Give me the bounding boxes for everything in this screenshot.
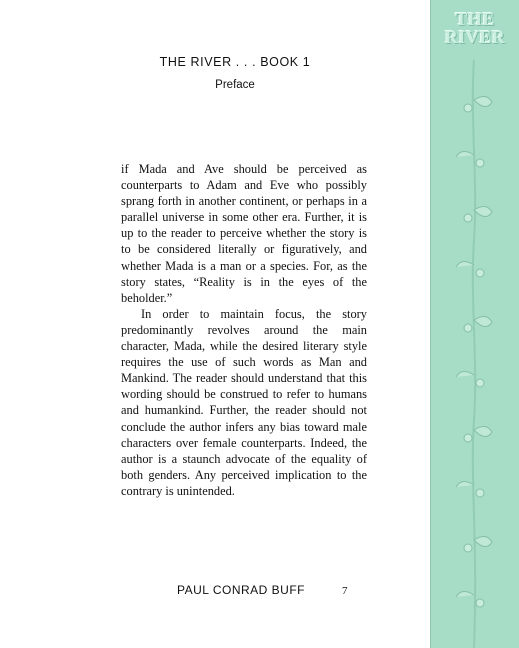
- logo-line-river: RIVER: [444, 27, 506, 47]
- logo-line-the: THE: [455, 9, 495, 29]
- leaf-icon: [456, 151, 474, 157]
- leaf-icon: [474, 426, 492, 436]
- vine-stem-icon: [473, 60, 475, 648]
- body-text: [121, 161, 367, 499]
- leaf-icon: [456, 371, 474, 377]
- paragraph-1: if Mada and Ave should be perceived as counterparts to Adam and Eve who possibly sprang forth in another continent, or perhaps in a parallel universe in some other era. Further, it is up to the reader to perceive whether the story is to be considered literally or figuratively, and whether Mada is a man or a species. For, as the story states, “Reality is in the eyes of the beholder.”: [121, 162, 367, 305]
- vine-ornament: [430, 0, 519, 648]
- running-header-title: THE RIVER . . . BOOK 1: [159, 55, 311, 69]
- bud-icon: [476, 489, 484, 497]
- leaf-icon: [456, 261, 474, 267]
- bud-icon: [464, 544, 472, 552]
- bud-icon: [464, 104, 472, 112]
- footer-author: PAUL CONRAD BUFF: [177, 583, 306, 597]
- section-title: Preface: [215, 79, 255, 91]
- bud-icon: [464, 434, 472, 442]
- paragraph-2: In order to maintain focus, the story predominantly revolves around the main character, Mada, while the desired literary style requires the use of such words as Man and Mankind. The reader should understand that this wording should be construed to refer to humans and humankind. Further, the reader should not conclude the author infers any bias toward male characters over female counterparts. Indeed, the author is a staunch advocate of the equality of both genders. Any perceived implication to the contrary is unintended.: [121, 306, 367, 498]
- bud-icon: [464, 324, 472, 332]
- bud-icon: [476, 599, 484, 607]
- bud-icon: [476, 379, 484, 387]
- leaf-icon: [474, 96, 492, 106]
- leaf-icon: [456, 481, 474, 487]
- bud-icon: [476, 269, 484, 277]
- page-number: 7: [342, 585, 348, 597]
- bud-icon: [476, 159, 484, 167]
- leaf-icon: [474, 536, 492, 546]
- leaf-icon: [456, 591, 474, 597]
- bud-icon: [464, 214, 472, 222]
- leaf-icon: [474, 316, 492, 326]
- leaf-icon: [474, 206, 492, 216]
